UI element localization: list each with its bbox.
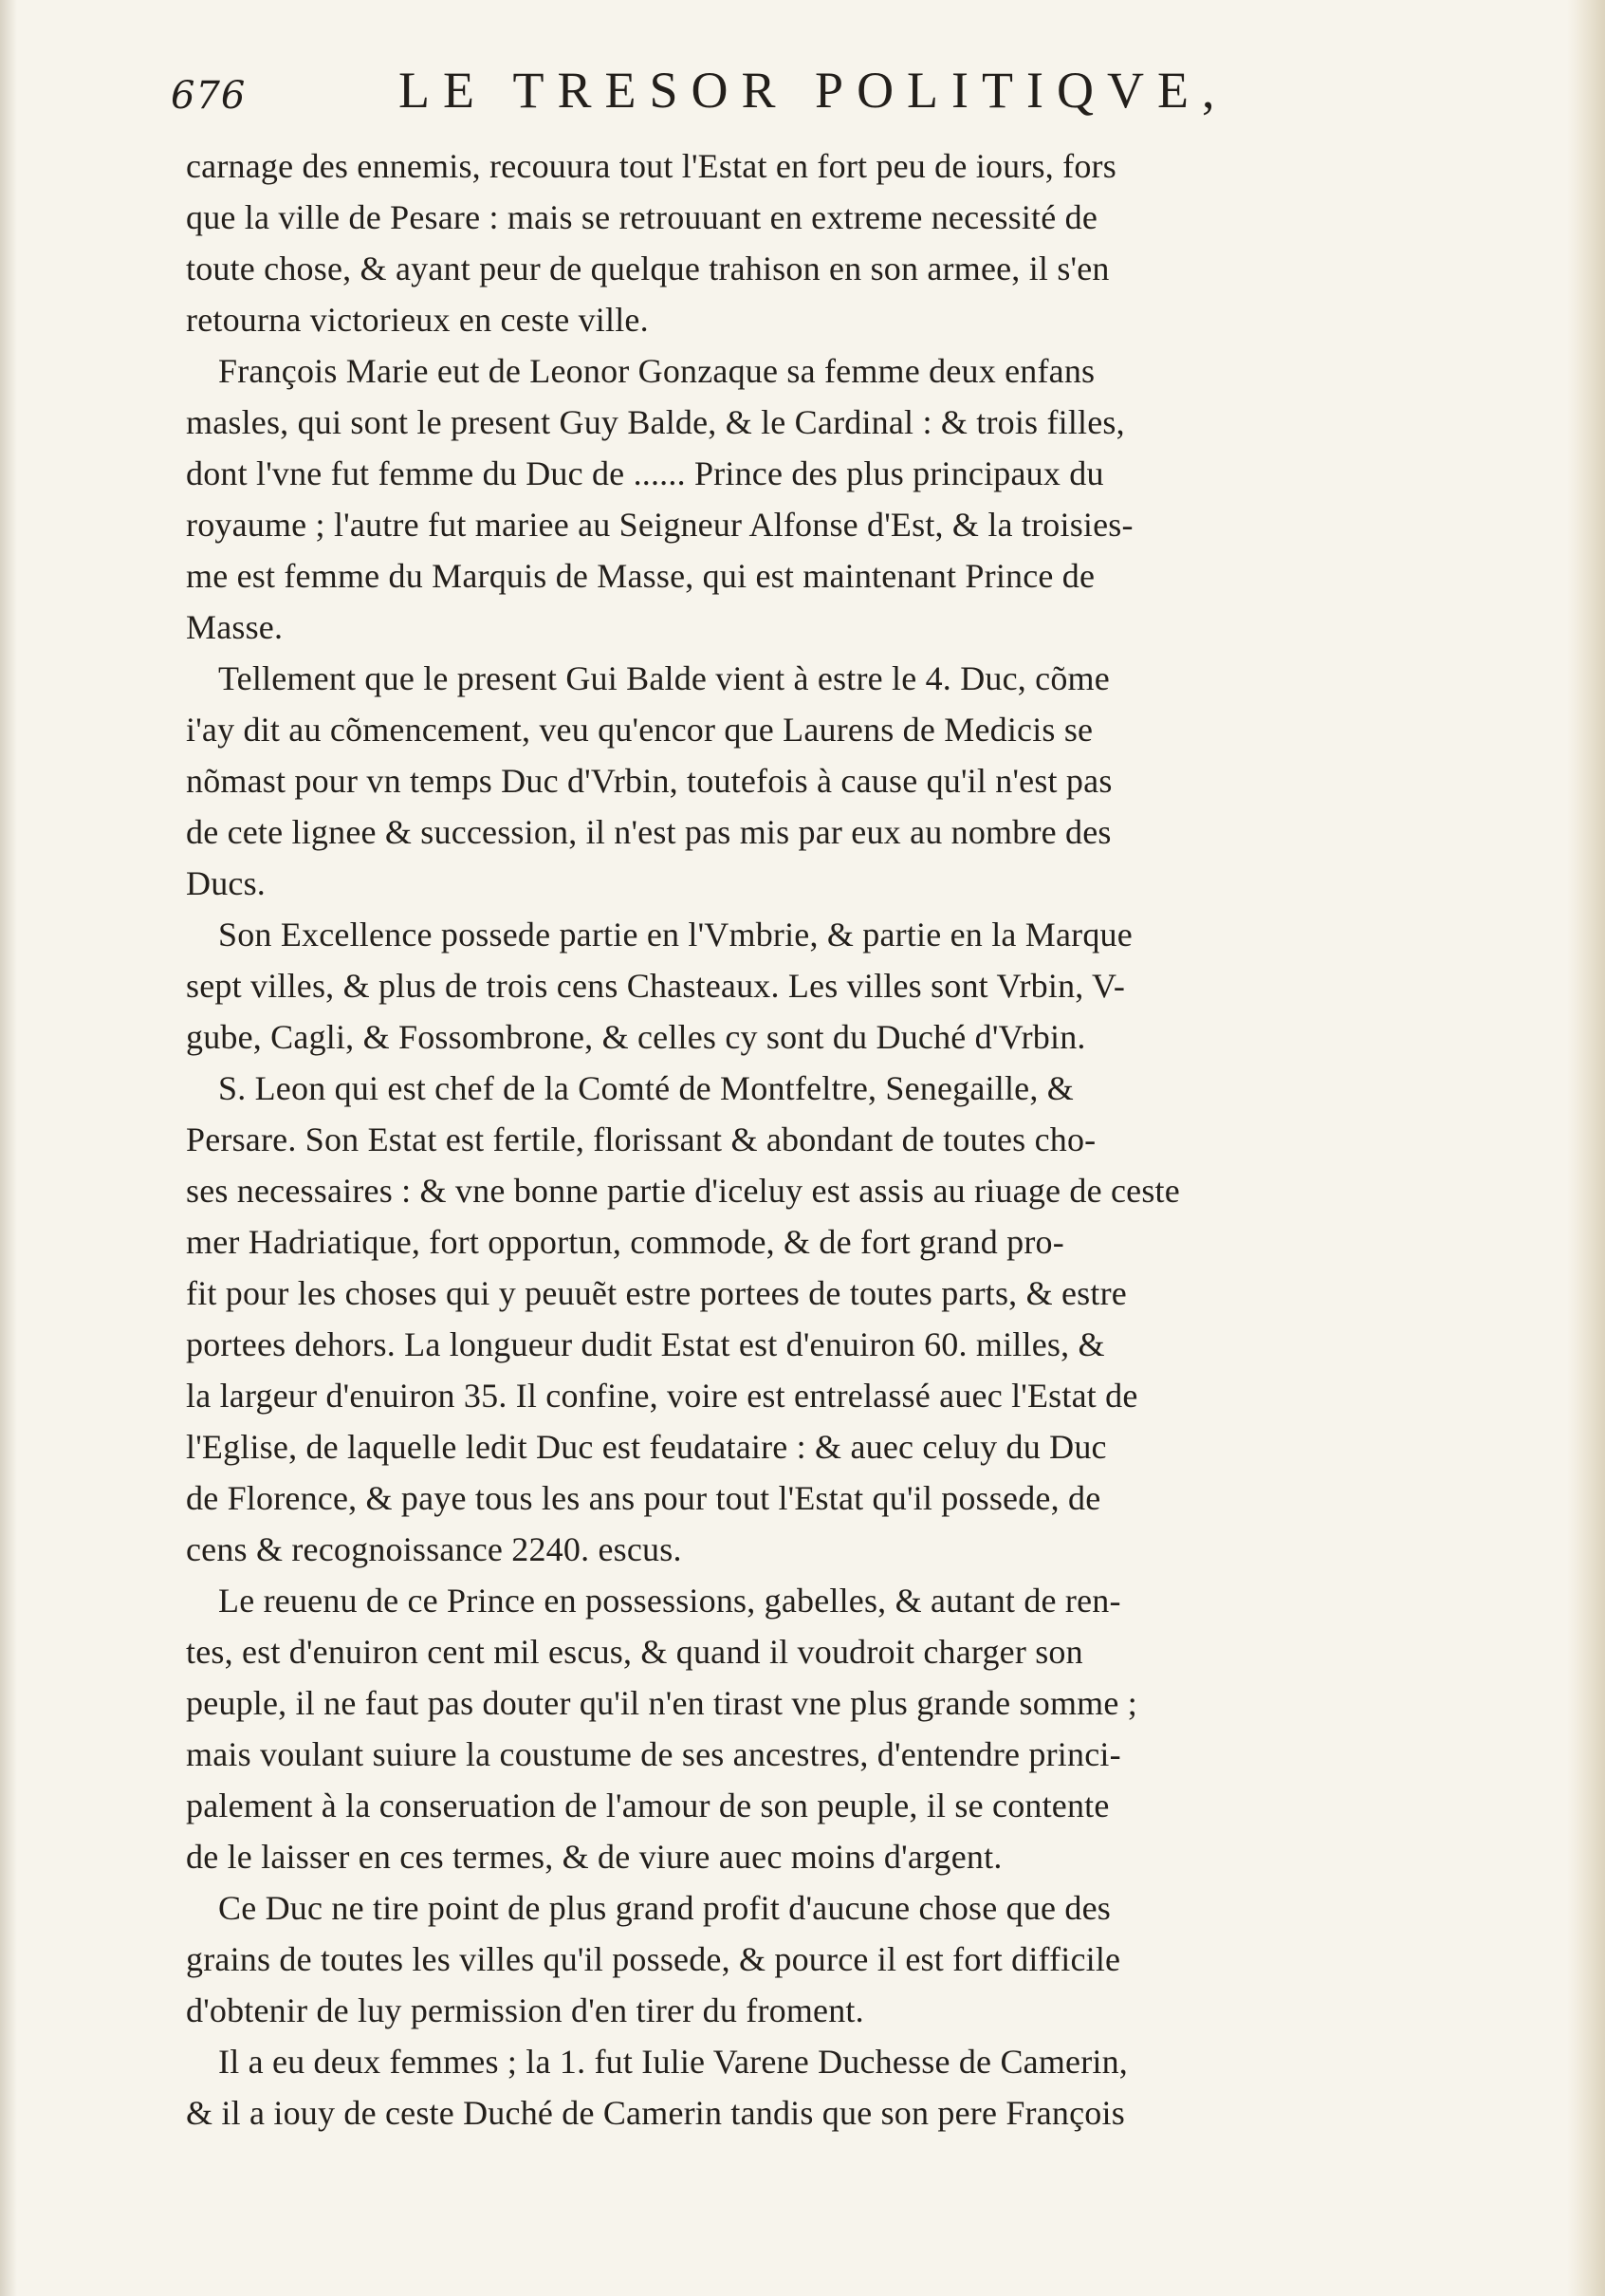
text-line: Persare. Son Estat est fertile, florissant & abondant de toutes cho- [186,1120,1097,1158]
text-line: de cete lignee & succession, il n'est pas mis par eux au nombre des [186,813,1112,851]
text-line: d'obtenir de luy permission d'en tirer du froment. [186,1991,864,2029]
text-line: retourna victorieux en ceste ville. [186,301,649,339]
page-number: 676 [171,74,247,118]
text-line: palement à la conseruation de l'amour de son peuple, il se contente [186,1787,1110,1824]
paragraph-start-line: S. Leon qui est chef de la Comté de Montfeltre, Senegaille, & [218,1069,1074,1107]
text-line: gube, Cagli, & Fossombrone, & celles cy sont du Duché d'Vrbin. [186,1018,1086,1056]
text-line: royaume ; l'autre fut mariee au Seigneur Alfonse d'Est, & la troisies- [186,506,1134,544]
paragraph-start-line: Le reuenu de ce Prince en possessions, gabelles, & autant de ren- [218,1582,1121,1620]
paragraph-start-line: Son Excellence possede partie en l'Vmbrie, & partie en la Marque [218,916,1133,954]
text-line: i'ay dit au cõmencement, veu qu'encor que Laurens de Medicis se [186,711,1094,749]
text-line: peuple, il ne faut pas douter qu'il n'en tirast vne plus grande somme ; [186,1684,1137,1722]
text-line: mer Hadriatique, fort opportun, commode, & de fort grand pro- [186,1223,1064,1261]
paragraph-start-line: Il a eu deux femmes ; la 1. fut Iulie Varene Duchesse de Camerin, [218,2043,1129,2081]
text-line: cens & recognoissance 2240. escus. [186,1530,682,1568]
text-line: de Florence, & paye tous les ans pour tout l'Estat qu'il possede, de [186,1479,1101,1517]
text-line: & il a iouy de ceste Duché de Camerin tandis que son pere François [186,2094,1125,2132]
text-line: grains de toutes les villes qu'il possede, & pource il est fort difficile [186,1940,1121,1978]
paragraph-start-line: Ce Duc ne tire point de plus grand profit d'aucune chose que des [218,1889,1112,1927]
text-line: toute chose, & ayant peur de quelque trahison en son armee, il s'en [186,250,1110,287]
paragraph-start-line: François Marie eut de Leonor Gonzaque sa femme deux enfans [218,352,1096,390]
text-line: nõmast pour vn temps Duc d'Vrbin, toutefois à cause qu'il n'est pas [186,762,1113,800]
text-line: fit pour les choses qui y peuuẽt estre portees de toutes parts, & estre [186,1274,1127,1312]
text-line: que la ville de Pesare : mais se retrouuant en extreme necessité de [186,198,1098,236]
text-line: l'Eglise, de laquelle ledit Duc est feudataire : & auec celuy du Duc [186,1428,1107,1466]
text-line: Masse. [186,608,284,646]
paragraph-start-line: Tellement que le present Gui Balde vient à estre le 4. Duc, cõme [218,659,1110,697]
page-header [171,61,1442,146]
text-line: portees dehors. La longueur dudit Estat est d'enuiron 60. milles, & [186,1325,1105,1363]
text-line: tes, est d'enuiron cent mil escus, & quand il voudroit charger son [186,1633,1083,1671]
page-left-edge [0,0,17,2296]
text-line: masles, qui sont le present Guy Balde, & le Cardinal : & trois filles, [186,403,1125,441]
text-line: dont l'vne fut femme du Duc de ...... Prince des plus principaux du [186,454,1104,492]
text-line: mais voulant suiure la coustume de ses ancestres, d'entendre princi- [186,1735,1121,1773]
text-line: me est femme du Marquis de Masse, qui est maintenant Prince de [186,557,1096,595]
page-gutter-shadow [1567,0,1605,2296]
text-line: ses necessaires : & vne bonne partie d'iceluy est assis au riuage de ceste [186,1172,1180,1210]
text-line: carnage des ennemis, recouura tout l'Estat en fort peu de iours, fors [186,147,1116,185]
text-line: Ducs. [186,864,266,902]
body-text [186,140,1467,2139]
running-title: LE TRESOR POLITIQVE, [398,62,1228,119]
text-line: sept villes, & plus de trois cens Chasteaux. Les villes sont Vrbin, V- [186,967,1126,1005]
text-line: la largeur d'enuiron 35. Il confine, voire est entrelassé auec l'Estat de [186,1377,1138,1415]
text-line: de le laisser en ces termes, & de viure auec moins d'argent. [186,1838,1003,1876]
